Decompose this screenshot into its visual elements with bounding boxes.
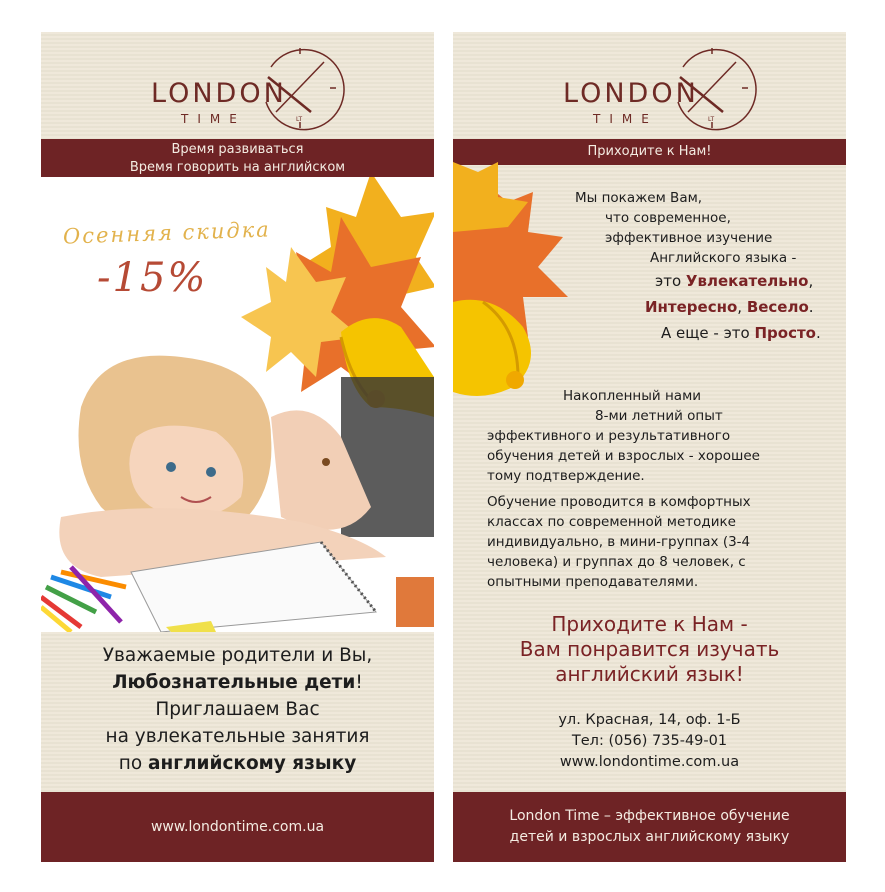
invite-line-3: Приглашаем Вас <box>155 699 320 720</box>
footer-line-1: London Time – эффективное обучение <box>509 808 790 824</box>
logo-word: LONDON <box>563 78 699 109</box>
highlight-simple: Просто <box>754 324 816 342</box>
street-address: ул. Красная, 14, оф. 1-Б <box>558 712 741 728</box>
logo-time-word: TIME <box>181 112 246 126</box>
left-flyer-panel <box>41 32 434 862</box>
promo-title: Осенняя скидка <box>62 217 272 249</box>
london-time-logo <box>453 42 846 142</box>
phone-number[interactable]: Тел: (056) 735-49-01 <box>571 733 728 749</box>
logo-badge: LT <box>296 116 303 123</box>
training-paragraph: Обучение проводится в комфортных классах по современной методике индивидуально, в мини-группах (3-4 человека) и группах до 8 человек, с опытными преподавателями. <box>487 494 751 590</box>
right-flyer-panel <box>453 32 846 862</box>
logo-word: LONDON <box>151 78 287 109</box>
invite-bold-children: Любознательные дети <box>112 672 356 693</box>
books-icon <box>396 577 434 627</box>
promo-discount: -15% <box>97 255 208 301</box>
footer-line-2: детей и взрослых английскому языку <box>509 829 790 845</box>
highlight-interesting: Интересно <box>645 298 738 316</box>
right-footer-band <box>453 792 846 862</box>
slogan-band <box>41 139 434 177</box>
invite-line-2: Любознательные дети! <box>112 672 363 693</box>
invite-line-4: на увлекательные занятия <box>105 726 370 747</box>
highlight-exciting: Увлекательно <box>685 272 809 290</box>
experience-paragraph: Накопленный нами 8-ми летний опыт эффективного и результативного обучения детей и взрослых - хорошее тому подтверждение. <box>487 388 760 484</box>
intro-text: Мы покажем Вам, что современное, эффективное изучение Английского языка - это Увлекательно, Интересно, Весело. А еще - это Просто. <box>575 190 821 342</box>
cta-band-text: Приходите к Нам! <box>587 144 712 159</box>
london-time-logo <box>41 42 434 142</box>
contact-address <box>453 710 846 773</box>
girl-figure <box>59 356 386 577</box>
left-footer-band <box>41 792 434 862</box>
logo-badge: LT <box>708 116 715 123</box>
website-link[interactable]: www.londontime.com.ua <box>150 818 325 835</box>
logo-time-word: TIME <box>593 112 658 126</box>
slogan-line-2: Время говорить на английском <box>129 160 346 175</box>
invite-bold-english: английскому языку <box>148 753 357 774</box>
website-link[interactable]: www.londontime.com.ua <box>559 754 740 770</box>
invite-line-5: по английскому языку <box>118 753 357 774</box>
invitation-text <box>41 642 434 777</box>
clock-icon <box>668 42 758 137</box>
promo-photo <box>41 177 434 632</box>
colored-pencils-icon <box>41 567 126 632</box>
highlight-fun: Весело <box>746 298 809 316</box>
cta-heading: Приходите к Нам - Вам понравится изучать английский язык! <box>519 612 780 686</box>
clock-icon <box>256 42 346 137</box>
slogan-line-1: Время развиваться <box>171 142 304 157</box>
invite-line-1: Уважаемые родители и Вы, <box>102 645 373 666</box>
